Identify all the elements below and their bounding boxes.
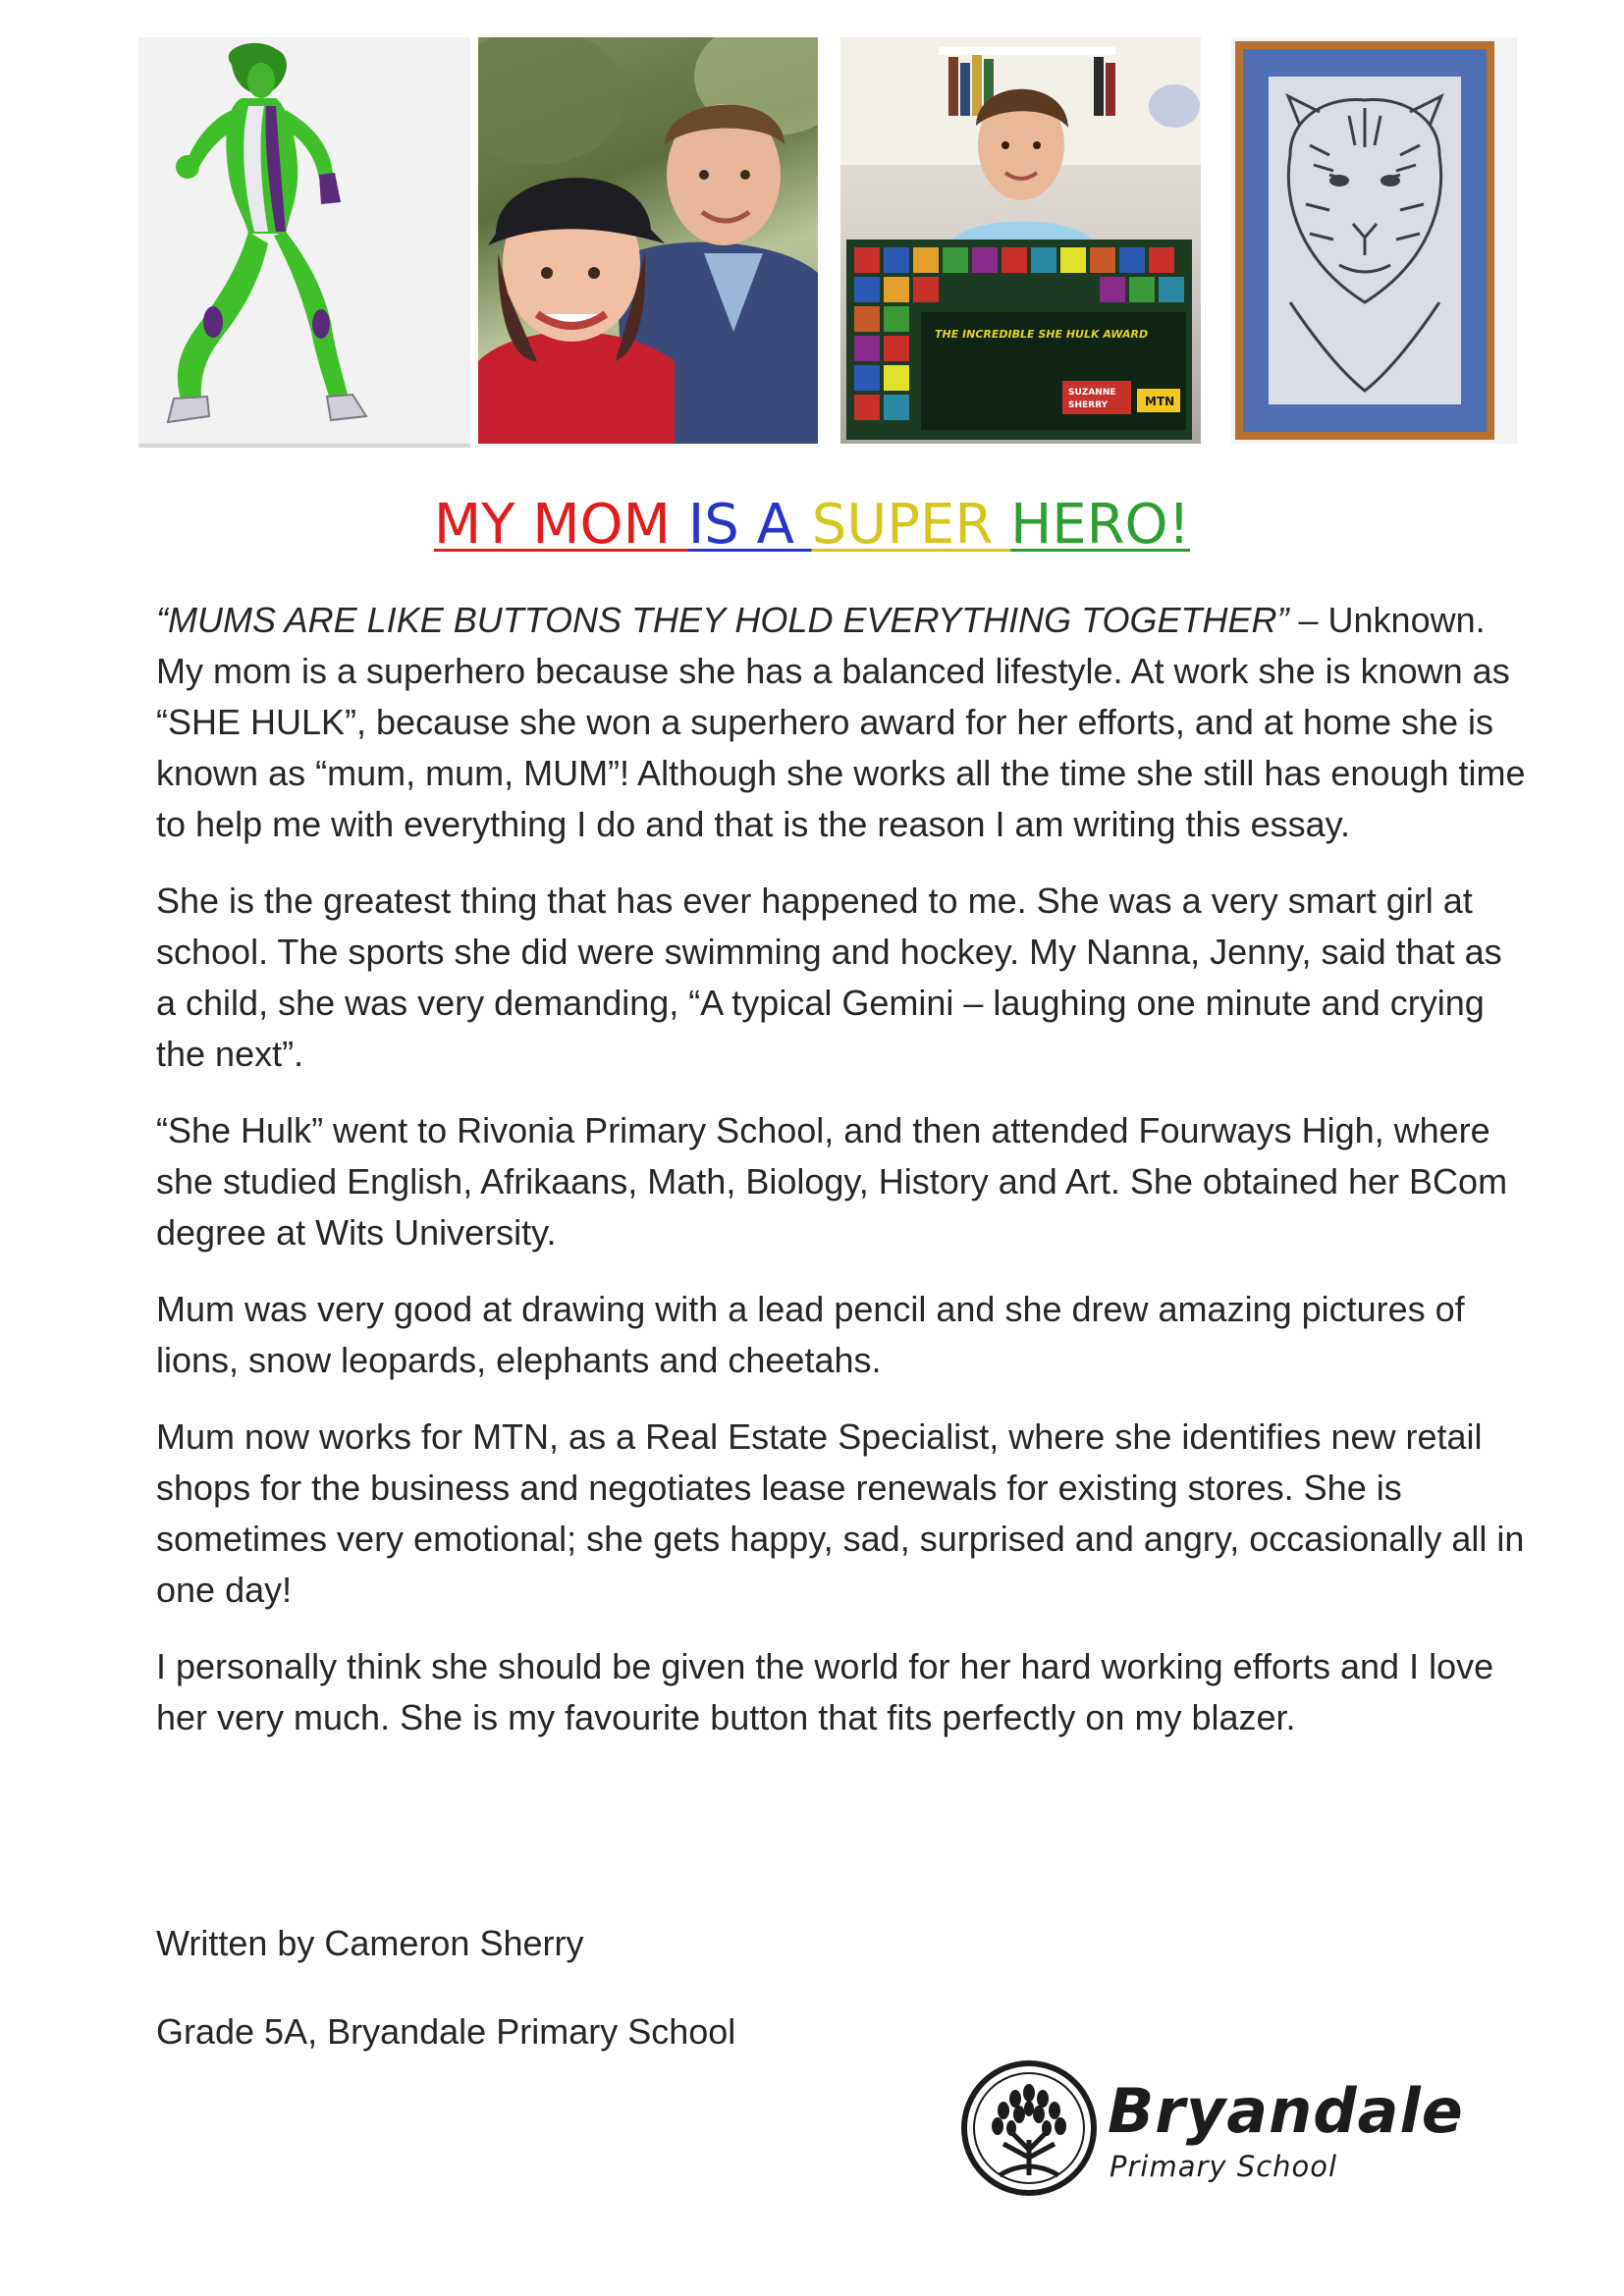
title-part-my-mom: MY MOM (433, 493, 671, 557)
award-poster-heading: THE INCREDIBLE SHE HULK AWARD (935, 328, 1149, 341)
essay-paragraph-6: I personally think she should be given the world for her hard working efforts and I love her very much. She is my favourite button that fits perfectly on my blazer. (156, 1646, 1494, 1737)
framed-tiger-drawing (1231, 37, 1517, 444)
class-school-line: Grade 5A, Bryandale Primary School (156, 2011, 736, 2052)
essay-paragraph-1 (156, 595, 1531, 850)
school-logo-subtitle: Primary School (1110, 2150, 1338, 2183)
essay-paragraph-2: She is the greatest thing that has ever happened to me. She was a very smart girl at school. The sports she did were swimming and hockey. My Nanna, Jenny, said that as a child, she was very demanding, “A typical Gemini – laughing one minute and crying the next”. (156, 881, 1502, 1074)
essay-body (156, 595, 1531, 1769)
title-part-is-a: IS A (687, 493, 794, 557)
title-space-2 (794, 493, 812, 557)
school-logo-name: Bryandale (1108, 2075, 1464, 2147)
essay-paragraph-3: “She Hulk” went to Rivonia Primary School, and then attended Fourways High, where she studied English, Afrikaans, Math, Biology, History and Art. She obtained her BCom degree at Wits University. (156, 1110, 1508, 1253)
essay-paragraph-5: Mum now works for MTN, as a Real Estate Specialist, where she identifies new retail shops for the business and negotiates lease renewals for existing stores. She is sometimes very emotional; she gets happy, sad, surprised and angry, occasionally all in one day! (156, 1416, 1525, 1610)
award-poster-brand: MTN (1145, 395, 1175, 408)
title-part-hero: HERO! (1010, 493, 1191, 557)
award-poster-photo (840, 37, 1201, 444)
page-title (0, 491, 1624, 560)
award-poster-name-first: SUZANNE (1068, 388, 1116, 398)
title-space-1 (671, 493, 688, 557)
author-line: Written by Cameron Sherry (156, 1923, 584, 1963)
tree-emblem-icon (960, 2059, 1098, 2197)
title-space-3 (993, 493, 1010, 557)
she-hulk-illustration (138, 37, 470, 448)
photo-strip (0, 37, 1624, 450)
essay-paragraph-4: Mum was very good at drawing with a lead pencil and she drew amazing pictures of lions, snow leopards, elephants and cheetahs. (156, 1289, 1465, 1380)
title-part-super: SUPER (811, 493, 994, 557)
award-poster-name-last: SHERRY (1068, 400, 1109, 410)
paragraph-1-text: – Unknown. My mom is a superhero because she has a balanced lifestyle. At work she is known as “SHE HULK”, because she won a superhero award for her efforts, and at home she is known as “mum, mum, MUM”! Although she works all the time she still has enough time to help me with everything I do and that is the reason I am writing this essay. (156, 600, 1526, 844)
opening-quote: “MUMS ARE LIKE BUTTONS THEY HOLD EVERYTHING TOGETHER” (156, 600, 1289, 640)
mum-and-son-photo (478, 37, 818, 444)
school-logo (960, 2059, 1471, 2216)
